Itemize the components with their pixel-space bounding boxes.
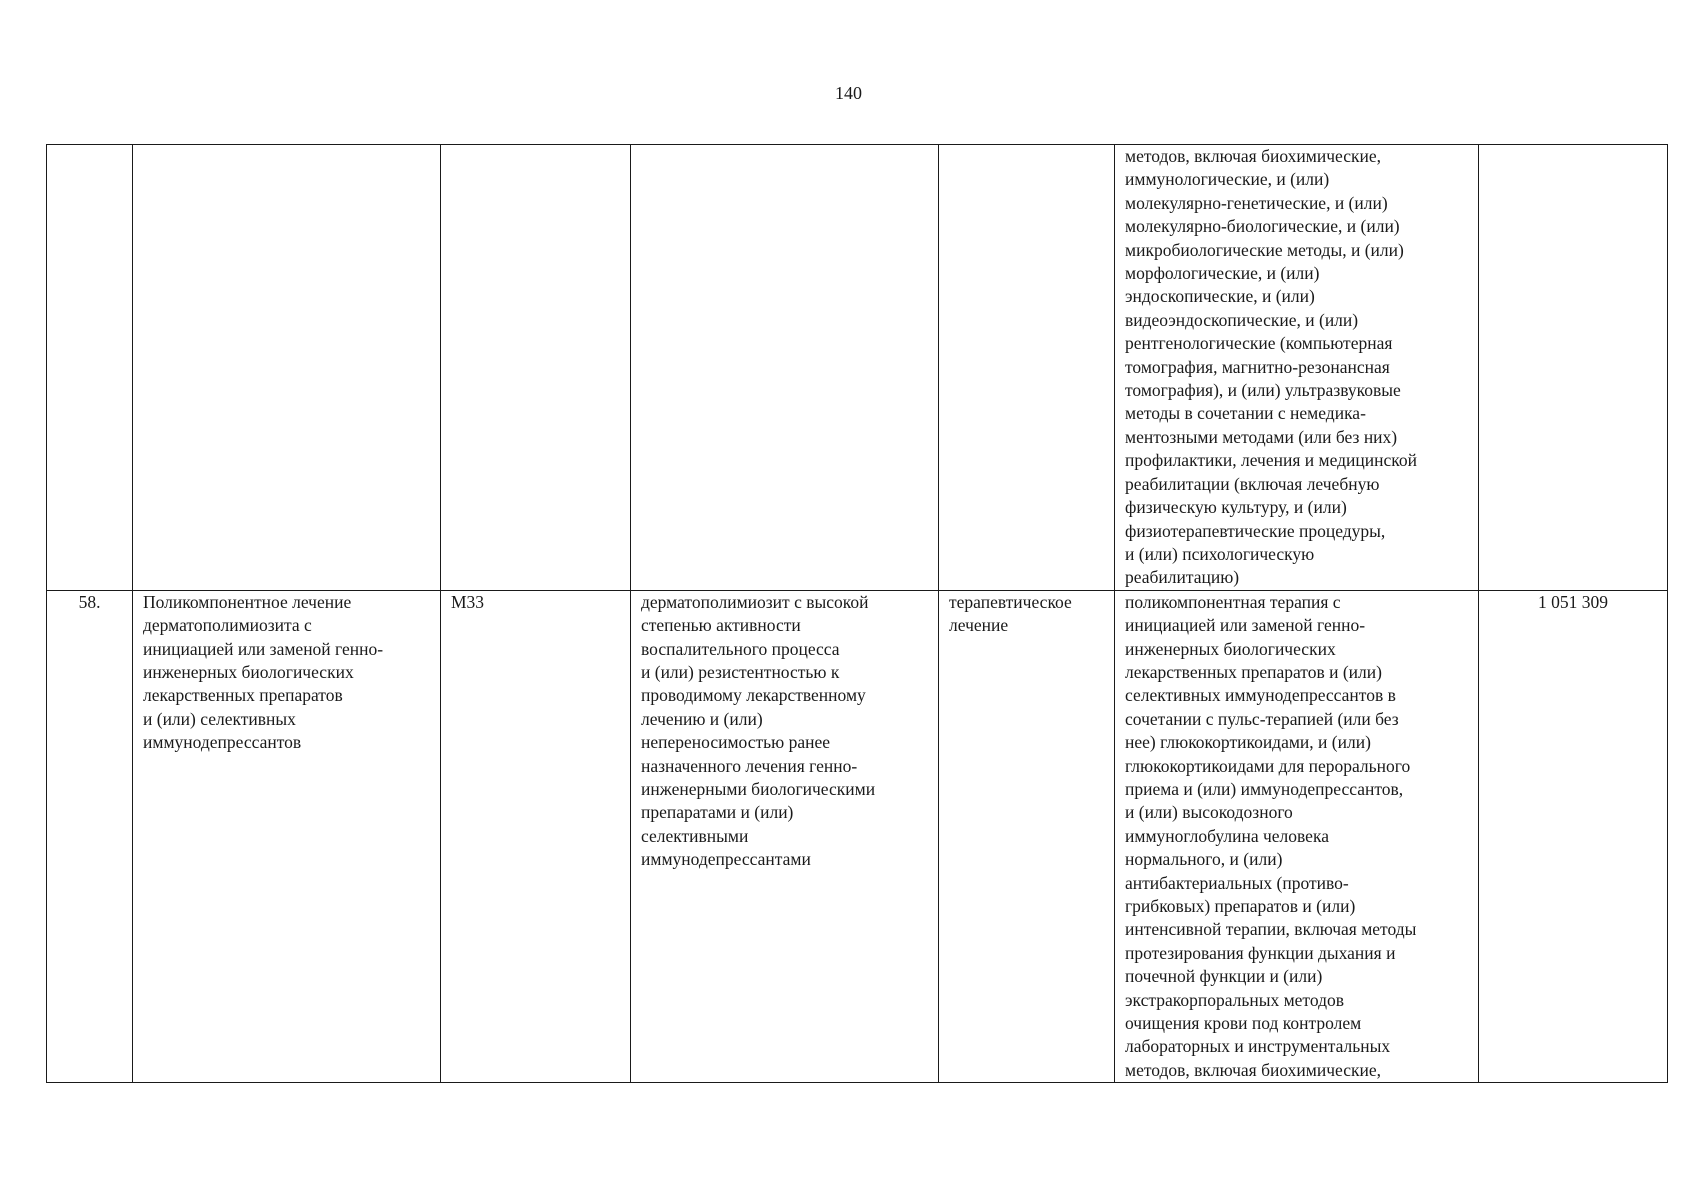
table-row — [47, 145, 1668, 591]
page-number: 140 — [835, 83, 862, 103]
row-number-cell: 58. — [47, 590, 133, 1083]
cost-cell: 1 051 309 — [1479, 590, 1668, 1083]
icd-code-cell — [441, 145, 631, 591]
treatment-method-cell: методов, включая биохимические, иммунологические, и (или) молекулярно-генетические, и (или) молекулярно-биологические, и (или) микробиологические методы, и (или) морфологические, и (или) эндоскопические, и (или) видеоэндоскопические, и (или) рентгенологические (компьютерная томография, магнитно-резонансная томография), и (или) ультразвуковые методы в сочетании с немедика- ментозными методами (или без них) профилактики, лечения и медицинской реабилитации (включая лечебную физическую культуру, и (или) физиотерапевтические процедуры, и (или) психологическую реабилитацию) — [1115, 145, 1479, 591]
patient-model-cell — [631, 145, 939, 591]
cost-cell — [1479, 145, 1668, 591]
treatment-type-cell: терапевтическое лечение — [939, 590, 1115, 1083]
treatment-type-cell — [939, 145, 1115, 591]
patient-model-cell: дерматополимиозит с высокой степенью активности воспалительного процесса и (или) резистентностью к проводимому лекарственному лечению и (или) непереносимостью ранее назначенного лечения генно- инженерными биологическими препаратами и (или) селективными иммунодепрессантами — [631, 590, 939, 1083]
treatment-method-cell: поликомпонентная терапия с инициацией или заменой генно- инженерных биологических лекарственных препаратов и (или) селективных иммунодепрессантов в сочетании с пульс-терапией (или без нее) глюкокортикоидами, и (или) глюкокортикоидами для перорального приема и (или) иммунодепрессантов, и (или) высокодозного иммуноглобулина человека нормального, и (или) антибактериальных (противо- грибковых) препаратов и (или) интенсивной терапии, включая методы протезирования функции дыхания и почечной функции и (или) экстракорпоральных методов очищения крови под контролем лабораторных и инструментальных методов, включая биохимические, — [1115, 590, 1479, 1083]
row-number-cell — [47, 145, 133, 591]
care-name-cell — [133, 145, 441, 591]
care-name-cell: Поликомпонентное лечение дерматополимиозита с инициацией или заменой генно- инженерных биологических лекарственных препаратов и (или) селективных иммунодепрессантов — [133, 590, 441, 1083]
icd-code-cell: M33 — [441, 590, 631, 1083]
medical-care-table — [46, 144, 1668, 1083]
table-row — [47, 590, 1668, 1083]
